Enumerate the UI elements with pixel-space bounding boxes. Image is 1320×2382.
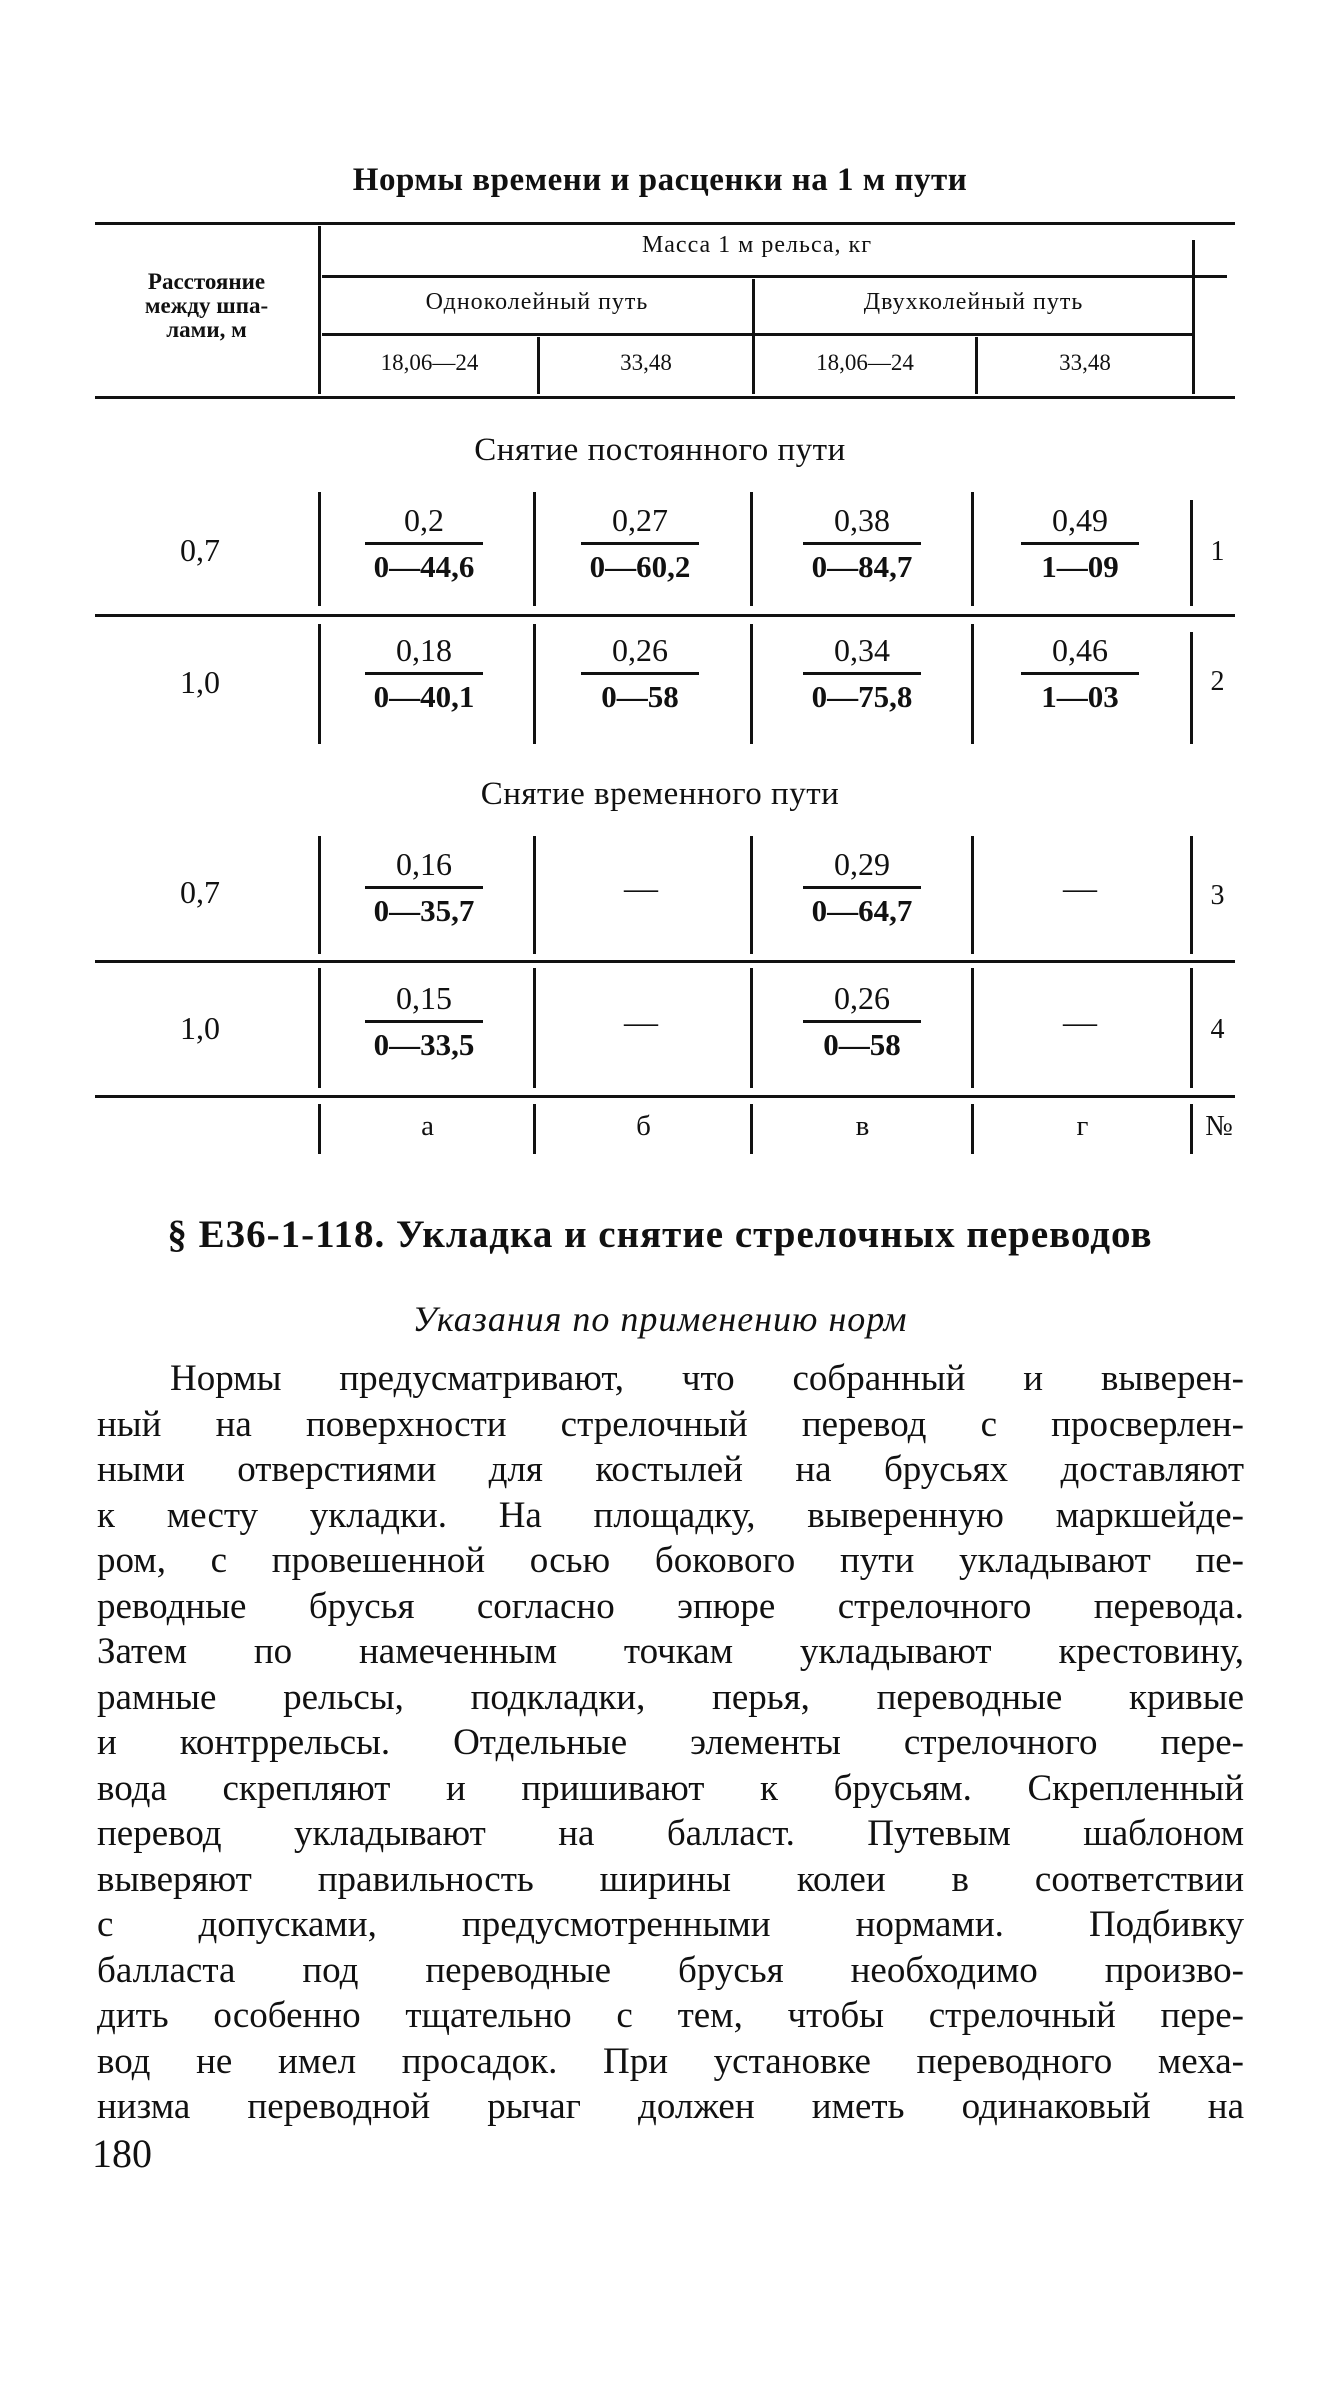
row-number: 1 xyxy=(1210,536,1225,567)
cell-rate: 0—58 xyxy=(823,1027,901,1062)
group-header-double: Двухколейный путь xyxy=(863,289,1084,315)
section-title: Снятие постоянного пути xyxy=(474,432,846,468)
cell-time: 0,15 xyxy=(396,980,452,1016)
fraction-bar xyxy=(581,672,699,675)
row3-vrule xyxy=(533,836,536,954)
body-paragraph xyxy=(97,1356,1244,2130)
row-number: 2 xyxy=(1210,666,1225,697)
labels-vrule xyxy=(971,1104,974,1154)
paragraph-line: ром, с провешенной осью бокового пути укладывают пе- xyxy=(97,1540,1244,1581)
subcol-header: 18,06—24 xyxy=(816,350,914,375)
cell-time: 0,16 xyxy=(396,846,452,882)
row1-vrule xyxy=(971,492,974,606)
row4-vrule xyxy=(533,968,536,1088)
cell-rate: 1—03 xyxy=(1041,679,1119,714)
cell-rate: 0—64,7 xyxy=(811,893,913,928)
column-label: г xyxy=(1076,1110,1089,1142)
subcol-header: 18,06—24 xyxy=(380,350,479,375)
section-subheading: Указания по применению норм xyxy=(412,1299,908,1339)
labels-vrule xyxy=(533,1104,536,1154)
row3-vrule xyxy=(318,836,321,954)
page-number: 180 xyxy=(92,2131,152,2176)
cell-time: 0,34 xyxy=(834,632,890,668)
row-number: 4 xyxy=(1210,1014,1225,1045)
row-distance: 1,0 xyxy=(180,1010,220,1046)
paragraph-line: ными отверстиями для костылей на брусьях доставляют xyxy=(97,1449,1244,1490)
cell-rate: 0—40,1 xyxy=(373,679,475,714)
cell-rate: 0—35,7 xyxy=(373,893,475,928)
row-header-line: между шпа- xyxy=(144,293,269,318)
cell-rate: 0—60,2 xyxy=(589,549,691,584)
empty-cell-dash: — xyxy=(624,870,658,907)
fraction-bar xyxy=(365,542,483,545)
row2-vrule xyxy=(971,624,974,744)
fraction-bar xyxy=(803,886,921,889)
cell-time: 0,18 xyxy=(396,632,452,668)
number-column-label: № xyxy=(1205,1110,1233,1142)
paragraph-line: вод не имел просадок. При установке переводного меха- xyxy=(97,2040,1244,2082)
cell-time: 0,29 xyxy=(834,846,890,882)
fraction-bar xyxy=(803,1020,921,1023)
fraction-bar xyxy=(365,886,483,889)
cell-rate: 0—84,7 xyxy=(811,549,913,584)
norm-cell xyxy=(792,630,932,715)
paragraph-line: к месту укладки. На площадку, выверенную маркшейде- xyxy=(97,1494,1244,1536)
cell-time: 0,26 xyxy=(612,632,668,668)
row-header-line: лами, м xyxy=(166,317,247,342)
mass-header: Масса 1 м рельса, кг xyxy=(641,232,873,258)
paragraph-line: ный на поверхности стрелочный перевод с просверлен- xyxy=(97,1403,1244,1445)
fraction-bar xyxy=(581,542,699,545)
row4-vrule xyxy=(971,968,974,1088)
row-header xyxy=(95,270,318,342)
row-distance: 0,7 xyxy=(180,874,220,910)
norm-cell xyxy=(570,500,710,585)
table-bottom-rule xyxy=(95,1095,1235,1098)
paragraph-line: и контррельсы. Отдельные элементы стрелочного пере- xyxy=(97,1722,1244,1763)
row1-vrule xyxy=(533,492,536,606)
row-distance: 1,0 xyxy=(180,664,220,700)
row2-vrule xyxy=(1190,632,1193,744)
labels-vrule xyxy=(750,1104,753,1154)
section-title: Снятие временного пути xyxy=(480,776,840,812)
table-top-rule xyxy=(95,222,1235,225)
empty-cell-dash: — xyxy=(1063,1004,1097,1041)
section-heading: § Е36-1-118. Укладка и снятие стрелочных переводов xyxy=(167,1213,1153,1256)
row4-vrule xyxy=(750,968,753,1088)
column-label: а xyxy=(421,1110,434,1142)
row-rule-3 xyxy=(95,960,1235,963)
norm-cell xyxy=(792,500,932,585)
empty-cell-dash: — xyxy=(1063,870,1097,907)
row4-vrule xyxy=(318,968,321,1088)
cell-time: 0,46 xyxy=(1052,632,1108,668)
cell-time: 0,26 xyxy=(834,980,890,1016)
row1-vrule xyxy=(750,492,753,606)
fraction-bar xyxy=(803,542,921,545)
row3-vrule xyxy=(750,836,753,954)
paragraph-line: реводные брусья согласно эпюре стрелочного перевода. xyxy=(97,1585,1244,1627)
row-header-line: Расстояние xyxy=(147,269,266,294)
fraction-bar xyxy=(1021,542,1139,545)
cell-rate: 0—58 xyxy=(601,679,679,714)
group-header-single: Одноколейный путь xyxy=(425,289,649,315)
fraction-bar xyxy=(365,672,483,675)
cell-rate: 0—33,5 xyxy=(373,1027,475,1062)
paragraph-line: Затем по намеченным точкам укладывают крестовину, xyxy=(97,1631,1244,1672)
paragraph-line: перевод укладывают на балласт. Путевым шаблоном xyxy=(97,1813,1244,1854)
norm-cell xyxy=(792,844,932,929)
row2-vrule xyxy=(750,624,753,744)
paragraph-line: рамные рельсы, подкладки, перья, переводные кривые xyxy=(97,1676,1244,1718)
row-number: 3 xyxy=(1210,880,1225,911)
row3-vrule xyxy=(1190,836,1193,954)
paragraph-line: выверяют правильность ширины колеи в соответствии xyxy=(97,1858,1244,1900)
paragraph-line: низма переводной рычаг должен иметь одинаковый на xyxy=(97,2086,1244,2127)
row3-vrule xyxy=(971,836,974,954)
cell-rate: 0—75,8 xyxy=(811,679,913,714)
row1-vrule xyxy=(318,492,321,606)
cell-rate: 1—09 xyxy=(1041,549,1119,584)
table-title: Нормы времени и расценки на 1 м пути xyxy=(352,162,968,198)
norm-cell xyxy=(354,844,494,929)
paragraph-line: с допусками, предусмотренными нормами. Подбивку xyxy=(97,1904,1244,1945)
header-sub-rule xyxy=(322,333,1192,336)
labels-vrule xyxy=(318,1104,321,1154)
header-vrule-right xyxy=(1192,240,1195,394)
row2-vrule xyxy=(533,624,536,744)
cell-time: 0,38 xyxy=(834,502,890,538)
paragraph-line: Нормы предусматривают, что собранный и выверен- xyxy=(170,1358,1244,1399)
norm-cell xyxy=(792,978,932,1063)
empty-cell-dash: — xyxy=(624,1004,658,1041)
column-label: б xyxy=(636,1110,651,1142)
cell-rate: 0—44,6 xyxy=(373,549,475,584)
cell-time: 0,27 xyxy=(612,502,668,538)
paragraph-line: вода скрепляют и пришивают к брусьям. Скрепленный xyxy=(97,1767,1244,1809)
fraction-bar xyxy=(1021,672,1139,675)
cell-time: 0,49 xyxy=(1052,502,1108,538)
norm-cell xyxy=(354,500,494,585)
norm-cell xyxy=(1010,500,1150,585)
norm-cell xyxy=(570,630,710,715)
header-bottom-rule xyxy=(95,396,1235,399)
header-vrule-left xyxy=(318,226,321,394)
row2-vrule xyxy=(318,624,321,744)
subcol-header: 33,48 xyxy=(620,350,672,375)
paragraph-line: дить особенно тщательно с тем, чтобы стрелочный пере- xyxy=(97,1995,1244,2036)
row-distance: 0,7 xyxy=(180,532,220,568)
fraction-bar xyxy=(803,672,921,675)
subcol-header: 33,48 xyxy=(1059,350,1111,375)
row-rule-1 xyxy=(95,614,1235,617)
row1-vrule xyxy=(1190,500,1193,606)
norm-cell xyxy=(354,630,494,715)
fraction-bar xyxy=(365,1020,483,1023)
norm-cell xyxy=(1010,630,1150,715)
cell-time: 0,2 xyxy=(404,502,444,538)
column-label: в xyxy=(855,1110,870,1142)
row4-vrule xyxy=(1190,968,1193,1088)
header-group-rule xyxy=(322,275,1227,278)
paragraph-line: балласта под переводные брусья необходимо произво- xyxy=(97,1949,1244,1991)
labels-vrule xyxy=(1190,1104,1193,1154)
norm-cell xyxy=(354,978,494,1063)
